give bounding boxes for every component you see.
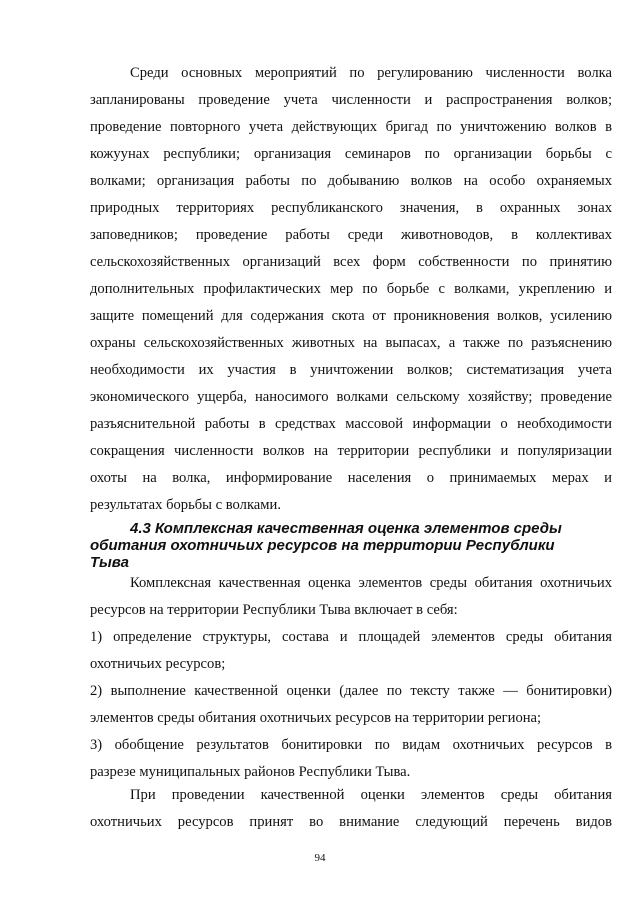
paragraph-wolf-measures bbox=[90, 60, 612, 519]
heading-line: обитания охотничьих ресурсов на территории Республики bbox=[90, 537, 555, 554]
paragraph-assessment-intro bbox=[90, 570, 612, 624]
list-item bbox=[90, 678, 612, 732]
text-line: 1) определение структуры, состава и площадей элементов среды обитания bbox=[90, 629, 612, 645]
page-number: 94 bbox=[314, 852, 326, 864]
text-line: Комплексная качественная оценка элементов среды обитания охотничьих bbox=[130, 575, 612, 591]
text-line: необходимости их участия в уничтожении волков; систематизация учета bbox=[90, 362, 612, 378]
text-line: охоты на волка, информирование населения о принимаемых мерах и bbox=[90, 470, 612, 486]
text-line: элементов среды обитания охотничьих ресурсов на территории региона; bbox=[90, 710, 542, 726]
section-heading bbox=[90, 520, 612, 571]
text-line: проведение повторного учета действующих бригад по уничтожению волков в bbox=[90, 119, 612, 135]
text-line: ресурсов на территории Республики Тыва включает в себя: bbox=[90, 602, 458, 618]
paragraph-species-list-intro bbox=[90, 782, 612, 836]
text-line: сельскохозяйственных организаций всех форм собственности по принятию bbox=[90, 254, 612, 270]
heading-line: 4.3 Комплексная качественная оценка элементов среды bbox=[130, 520, 562, 537]
text-line: При проведении качественной оценки элементов среды обитания bbox=[130, 787, 612, 803]
text-line: результатах борьбы с волками. bbox=[90, 497, 281, 513]
heading-line: Тыва bbox=[90, 554, 129, 571]
text-line: сокращения численности волков на территории республики и популяризации bbox=[90, 443, 612, 459]
text-line: природных территориях республиканского значения, в охранных зонах bbox=[90, 200, 612, 216]
text-line: разрезе муниципальных районов Республики Тыва. bbox=[90, 764, 411, 780]
text-line: 3) обобщение результатов бонитировки по видам охотничьих ресурсов в bbox=[90, 737, 612, 753]
text-line: охраны сельскохозяйственных животных на выпасах, а также по разъяснению bbox=[90, 335, 612, 351]
list-item bbox=[90, 732, 612, 786]
text-line: дополнительных профилактических мер по борьбе с волками, укреплению и bbox=[90, 281, 612, 297]
text-line: 2) выполнение качественной оценки (далее по тексту также — бонитировки) bbox=[90, 683, 612, 699]
list-item bbox=[90, 624, 612, 678]
text-line: кожуунах республики; организация семинаров по организации борьбы с bbox=[90, 146, 612, 162]
text-line: разъяснительной работы в средствах массовой информации о необходимости bbox=[90, 416, 612, 432]
text-line: защите помещений для содержания скота от проникновения волков, усилению bbox=[90, 308, 612, 324]
text-line: охотничьих ресурсов принят во внимание следующий перечень видов bbox=[90, 814, 612, 830]
text-line: Среди основных мероприятий по регулированию численности волка bbox=[130, 65, 612, 81]
text-line: заповедников; проведение работы среди животноводов, в коллективах bbox=[90, 227, 612, 243]
text-line: охотничьих ресурсов; bbox=[90, 656, 226, 672]
text-line: волками; организация работы по добыванию волков на особо охраняемых bbox=[90, 173, 612, 189]
text-line: запланированы проведение учета численности и распространения волков; bbox=[90, 92, 612, 108]
text-line: экономического ущерба, наносимого волками сельскому хозяйству; проведение bbox=[90, 389, 612, 405]
